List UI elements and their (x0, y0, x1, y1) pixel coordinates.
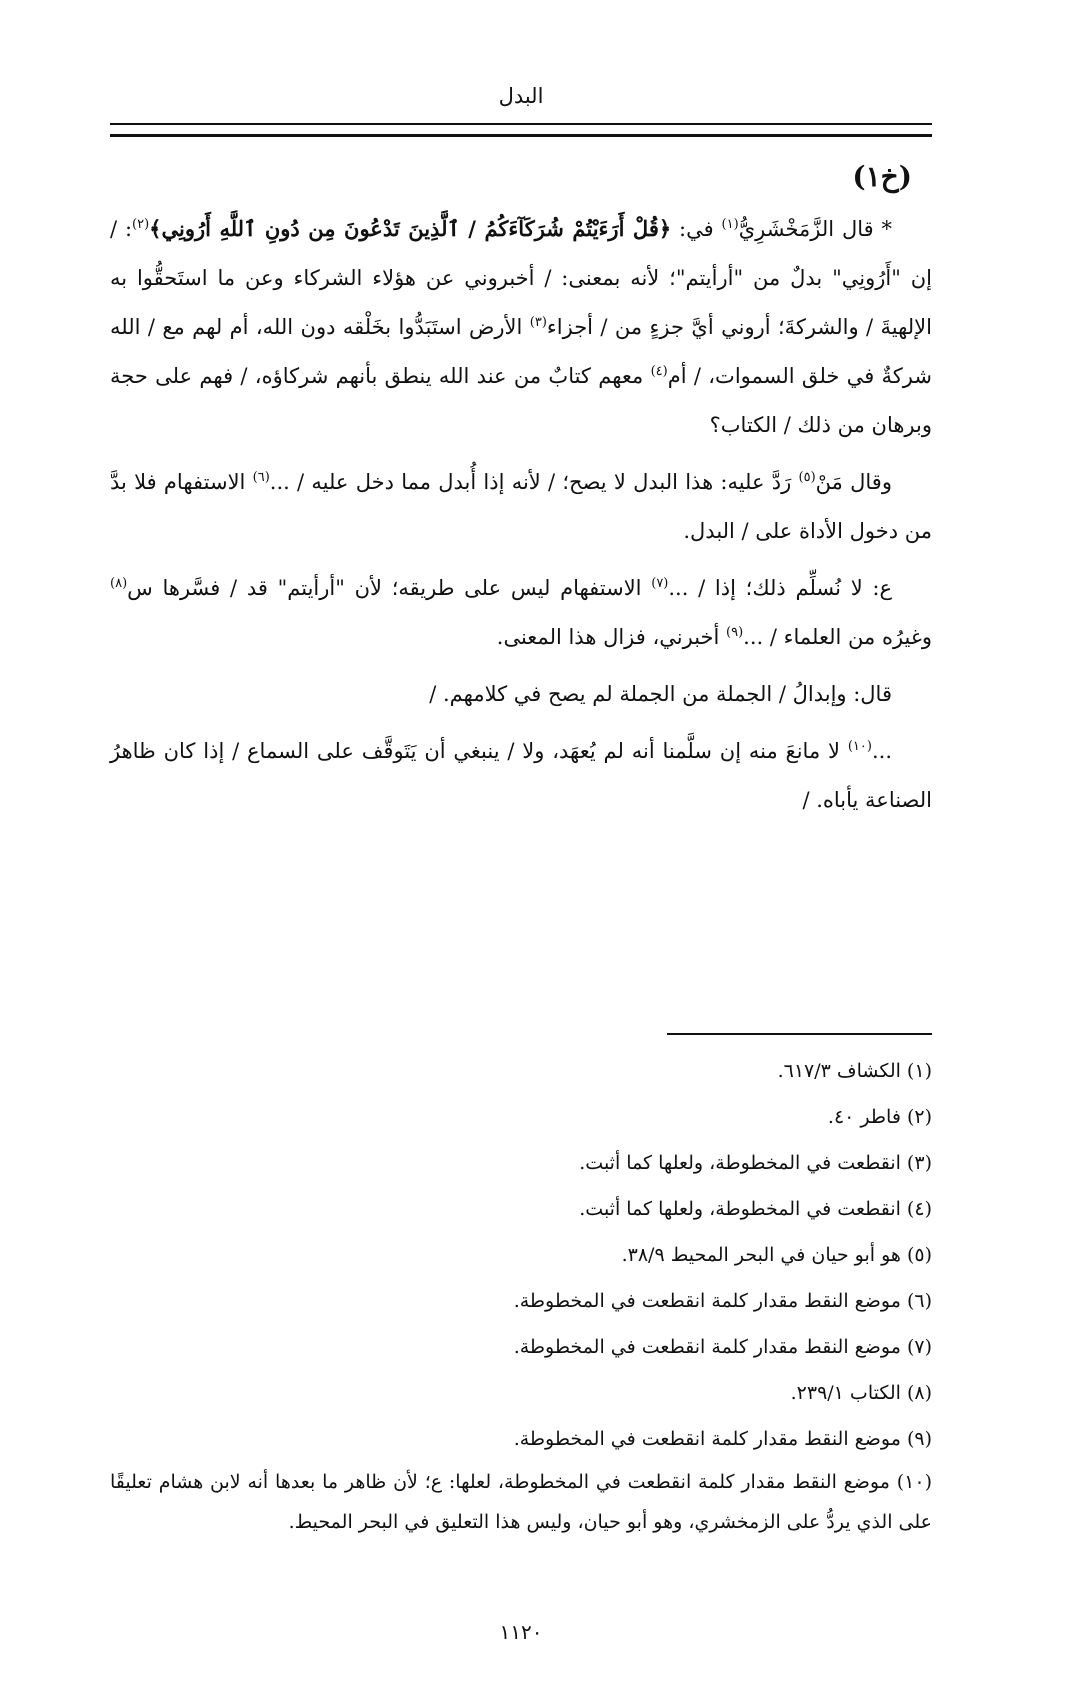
paragraph-sentence-substitution (110, 670, 932, 719)
text-run: ... (871, 739, 892, 763)
footnote-item: (٥) هو أبو حيان في البحر المحيط ٣٨/٩. (621, 1244, 932, 1266)
footnote-item: (٨) الكتاب ٢٣٩/١. (790, 1382, 932, 1404)
text-run: * قال الزَّمَخْشَرِيُّ (738, 217, 893, 241)
paragraph-objection (110, 458, 932, 556)
text-run: وغيرُه من العلماء / ... (743, 625, 932, 649)
footnote-item: (١٠) موضع النقط مقدار كلمة انقطعت في المخطوطة، لعلها: ع؛ لأن ظاهر ما بعدها أنه لابن هشام تعليقًا على الذي يردُّ على الزمخشري، وهو أبو حيان، وليس هذا التعليق في البحر المحيط. (110, 1471, 932, 1533)
footnote-item: (٩) موضع النقط مقدار كلمة انقطعت في المخطوطة. (513, 1428, 932, 1450)
text-run: في: (671, 217, 722, 241)
text-run: الاستفهام فلا بدَّ من دخول الأداة على / البدل. (110, 470, 932, 543)
footnote-item: (١) الكشاف ٦١٧/٣. (777, 1060, 932, 1082)
header-rule-thin (110, 123, 932, 125)
paragraph-zamakhshari-quote (110, 204, 932, 450)
text-run: رَدَّ عليه: هذا البدل لا يصح؛ / لأنه إذا أُبدل مما دخل عليه / ... (269, 470, 799, 494)
text-run: : / إن "أَرُونِي" بدلٌ من "أرأيتم"؛ لأنه بمعنى: / أخبروني عن هؤلاء الشركاء وعن ما استَحقُّوا به الإلهيةَ / والشركةَ؛ أروني أيَّ جزءٍ من / أجزاء (110, 217, 932, 339)
text-run: الأرض استَبَدُّوا بخَلْقه دون الله، أم لهم مع / الله شركةٌ في خلق السموات، / أم (110, 315, 932, 388)
text-run: أخبرني، فزال هذا المعنى. (496, 625, 727, 649)
running-title: البدل (498, 84, 544, 108)
footnote-ref: (١٠) (847, 739, 872, 754)
paragraph-response (110, 564, 932, 662)
text-run: معهم كتابٌ من عند الله ينطق بأنهم شركاؤه، / فهم على حجة وبرهان من ذلك / الكتاب؟ (110, 364, 932, 437)
text-run: وقال مَنْ (815, 470, 892, 494)
footnote-item: (٤) انقطعت في المخطوطة، ولعلها كما أثبت. (579, 1198, 932, 1220)
section-heading: (خ١) (852, 160, 912, 193)
paragraph-conclusion (110, 727, 932, 825)
main-text (110, 204, 932, 833)
text-run: لا مانعَ منه إن سلَّمنا أنه لم يُعهَد، ولا / ينبغي أن يَتَوقَّف على السماع / إذا كان ظاهرُ الصناعة يأباه. / (110, 739, 932, 812)
footnote-ref: (٥) (798, 470, 816, 485)
footnote-ref: (٦) (252, 470, 270, 485)
text-run: ع: لا نُسلِّم ذلك؛ إذا / ... (668, 576, 893, 600)
footnotes (110, 1048, 932, 1542)
footnote-item: (٢) فاطر ٤٠. (827, 1106, 932, 1128)
footnote-ref: (٨) (110, 576, 128, 591)
footnote-item: (٧) موضع النقط مقدار كلمة انقطعت في المخطوطة. (513, 1336, 932, 1358)
footnote-ref: (٤) (650, 364, 668, 379)
footnote-ref: (٩) (726, 625, 744, 640)
footnote-separator (667, 1033, 932, 1035)
text-run: الاستفهام ليس على طريقه؛ لأن "أرأيتم" قد / فسَّرها س (127, 576, 652, 600)
footnote-ref: (٢) (132, 217, 150, 232)
footnote-item: (٦) موضع النقط مقدار كلمة انقطعت في المخطوطة. (513, 1290, 932, 1312)
footnote-ref: (١) (721, 217, 739, 232)
footnote-ref: (٣) (529, 315, 547, 330)
quran-verse: ﴿قُلْ أَرَءَيْتُمْ شُرَكَآءَكُمُ / ٱلَّذِينَ تَدْعُونَ مِن دُونِ ٱللَّهِ أَرُونِي﴾ (149, 216, 672, 241)
page-number: ١١٢٠ (499, 1620, 543, 1644)
footnote-ref: (٧) (651, 576, 669, 591)
header-rule-thick (110, 134, 932, 137)
footnote-item: (٣) انقطعت في المخطوطة، ولعلها كما أثبت. (579, 1152, 932, 1174)
text-run: قال: وإبدالُ / الجملة من الجملة لم يصح في كلامهم. / (429, 682, 892, 706)
